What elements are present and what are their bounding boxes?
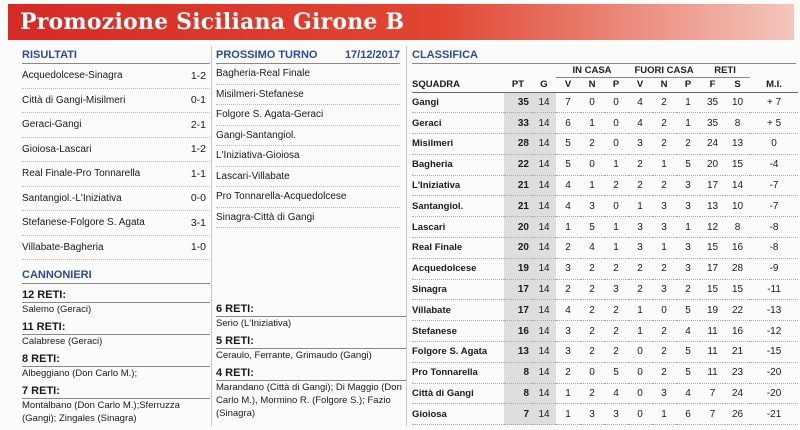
stat-cell: 8 <box>725 217 750 238</box>
stat-cell: 14 <box>532 279 556 300</box>
team-name: Misilmeri <box>412 134 504 155</box>
stat-cell: 11 <box>700 342 725 363</box>
stat-cell: 15 <box>725 279 750 300</box>
next-round-heading <box>216 46 400 64</box>
stat-cell: 5 <box>556 154 580 175</box>
result-row <box>22 64 210 89</box>
stat-cell: 8 <box>725 113 750 134</box>
stat-cell: 2 <box>556 238 580 259</box>
stat-cell: 14 <box>532 154 556 175</box>
scorer-names: Salemo (Geraci) <box>22 304 92 315</box>
stat-cell: 13 <box>725 134 750 155</box>
standings-row <box>412 404 798 425</box>
stat-cell: 1 <box>604 217 628 238</box>
team-points: 35 <box>504 92 532 113</box>
stat-cell: 11 <box>700 362 725 383</box>
team-points: 19 <box>504 258 532 279</box>
stat-cell: 28 <box>725 258 750 279</box>
stat-cell: 16 <box>725 238 750 259</box>
stat-cell: 1 <box>604 154 628 175</box>
stat-cell: 2 <box>652 258 676 279</box>
team-name: Folgore S. Agata <box>412 342 504 363</box>
stat-cell: 17 <box>700 175 725 196</box>
stat-cell: 2 <box>604 300 628 321</box>
stat-cell: 4 <box>580 238 604 259</box>
team-points: 8 <box>504 383 532 404</box>
standings-row <box>412 113 798 134</box>
stat-cell: -7 <box>750 196 798 217</box>
stat-cell: 12 <box>700 217 725 238</box>
stat-cell: 15 <box>700 279 725 300</box>
team-name: Gangi <box>412 92 504 113</box>
stat-cell: 2 <box>628 175 652 196</box>
result-row <box>22 138 210 163</box>
stat-cell: 5 <box>676 362 700 383</box>
stat-cell: 14 <box>532 300 556 321</box>
stat-cell: 2 <box>604 175 628 196</box>
result-teams: Real Finale-Pro Tonnarella <box>22 168 141 180</box>
column-divider <box>211 46 212 426</box>
goals-count: 6 RETI: <box>216 302 406 317</box>
stat-cell: 14 <box>532 196 556 217</box>
stat-cell: 23 <box>725 362 750 383</box>
home-group-header: IN CASA <box>556 64 628 77</box>
stat-cell: 1 <box>556 404 580 425</box>
stat-cell: 2 <box>676 279 700 300</box>
standings-row <box>412 279 798 300</box>
stat-cell: 0 <box>604 134 628 155</box>
stat-cell: -13 <box>750 300 798 321</box>
team-name: Santangiol. <box>412 196 504 217</box>
column-header-row <box>412 77 798 92</box>
stat-cell: 4 <box>556 196 580 217</box>
stat-cell: 5 <box>676 154 700 175</box>
stat-cell: 3 <box>628 217 652 238</box>
column-header: F <box>700 77 725 92</box>
stat-cell: 3 <box>556 258 580 279</box>
stat-cell: 1 <box>652 154 676 175</box>
stat-cell: 0 <box>604 92 628 113</box>
stat-cell: 14 <box>532 404 556 425</box>
result-score: 1-2 <box>190 69 206 82</box>
stat-cell: 1 <box>676 92 700 113</box>
standings-row <box>412 300 798 321</box>
team-points: 8 <box>504 362 532 383</box>
team-name: L'Iniziativa <box>412 175 504 196</box>
stat-cell: 4 <box>604 383 628 404</box>
stat-cell: 0 <box>628 342 652 363</box>
team-name: Sinagra <box>412 279 504 300</box>
stat-cell: 2 <box>580 383 604 404</box>
stat-cell: 2 <box>652 321 676 342</box>
stat-cell: 2 <box>604 342 628 363</box>
fixture-row: Lascari-Villabate <box>216 167 400 188</box>
stat-cell: 5 <box>676 300 700 321</box>
stat-cell: 15 <box>700 238 725 259</box>
goals-count: 4 RETI: <box>216 366 406 381</box>
team-points: 16 <box>504 321 532 342</box>
stat-cell: 14 <box>532 238 556 259</box>
stat-cell: 2 <box>580 321 604 342</box>
stat-cell: 3 <box>652 383 676 404</box>
goals-count: 8 RETI: <box>22 352 210 367</box>
stat-cell: 7 <box>700 383 725 404</box>
stat-cell: 7 <box>556 92 580 113</box>
stat-cell: 14 <box>532 321 556 342</box>
fixture-row: Gangi-Santangiol. <box>216 126 400 147</box>
stat-cell: 14 <box>532 175 556 196</box>
fixture-row: Pro Tonnarella-Acquedolcese <box>216 187 400 208</box>
result-teams: Gioiosa-Lascari <box>22 143 92 155</box>
stat-cell: 21 <box>725 342 750 363</box>
stat-cell: 5 <box>580 217 604 238</box>
stat-cell: 0 <box>604 196 628 217</box>
team-name: Gioiosa <box>412 404 504 425</box>
goals-count: 5 RETI: <box>216 334 406 349</box>
stat-cell: 0 <box>652 300 676 321</box>
stat-cell: -21 <box>750 404 798 425</box>
stat-cell: 14 <box>532 342 556 363</box>
standings-row <box>412 362 798 383</box>
stat-cell: 3 <box>652 196 676 217</box>
result-row <box>22 236 210 261</box>
next-round-title: PROSSIMO TURNO <box>216 49 318 61</box>
result-score: 3-1 <box>190 216 206 229</box>
stat-cell: 2 <box>580 300 604 321</box>
column-divider <box>406 46 407 426</box>
stat-cell: 1 <box>628 321 652 342</box>
fixture-row: Misilmeri-Stefanese <box>216 85 400 106</box>
team-name: Pro Tonnarella <box>412 362 504 383</box>
stat-cell: 3 <box>580 404 604 425</box>
column-header: G <box>532 77 556 92</box>
stat-cell: 2 <box>580 279 604 300</box>
column-header: P <box>676 77 700 92</box>
column-header: N <box>580 77 604 92</box>
stat-cell: 3 <box>628 238 652 259</box>
stat-cell: 0 <box>580 154 604 175</box>
header-banner <box>8 4 794 40</box>
stat-cell: 2 <box>652 342 676 363</box>
result-row <box>22 162 210 187</box>
stat-cell: 1 <box>628 196 652 217</box>
stat-cell: 35 <box>700 113 725 134</box>
team-points: 17 <box>504 300 532 321</box>
stat-cell: 3 <box>556 321 580 342</box>
stat-cell: 0 <box>604 113 628 134</box>
stat-cell: 3 <box>604 279 628 300</box>
stat-cell: 4 <box>628 113 652 134</box>
goals-group-header: RETI <box>700 64 750 77</box>
scorer-names: Albeggiano (Don Carlo M.); <box>22 368 138 379</box>
stat-cell: 2 <box>556 279 580 300</box>
stat-cell: 3 <box>604 404 628 425</box>
stat-cell: -20 <box>750 362 798 383</box>
stat-cell: 5 <box>676 342 700 363</box>
column-header: N <box>652 77 676 92</box>
standings-section <box>412 46 796 425</box>
page-title: Promozione Siciliana Girone B <box>20 9 405 35</box>
scorer-names: Ceraulo, Ferrante, Grimaudo (Gangi) <box>216 350 372 361</box>
result-row <box>22 187 210 212</box>
team-name: Real Finale <box>412 238 504 259</box>
stat-cell: 1 <box>628 300 652 321</box>
stat-cell: 10 <box>725 196 750 217</box>
stat-cell: 2 <box>604 321 628 342</box>
stat-cell: 3 <box>652 279 676 300</box>
stat-cell: 1 <box>580 175 604 196</box>
team-name: Villabate <box>412 300 504 321</box>
stat-cell: 3 <box>628 134 652 155</box>
team-name: Città di Gangi <box>412 383 504 404</box>
stat-cell: 1 <box>556 383 580 404</box>
stat-cell: 16 <box>725 321 750 342</box>
stat-cell: 1 <box>676 217 700 238</box>
stat-cell: 15 <box>725 154 750 175</box>
standings-row <box>412 92 798 113</box>
fixture-row: L'Iniziativa-Gioiosa <box>216 146 400 167</box>
column-header: PT <box>504 77 532 92</box>
stat-cell: 2 <box>652 113 676 134</box>
result-score: 0-1 <box>190 94 206 107</box>
scorer-names: Serio (L'Iniziativa) <box>216 318 292 329</box>
column-header: V <box>628 77 652 92</box>
fixture-row: Bagheria-Real Finale <box>216 64 400 85</box>
stat-cell: 26 <box>725 404 750 425</box>
stat-cell: 14 <box>532 362 556 383</box>
stat-cell: 0 <box>628 362 652 383</box>
stat-cell: 3 <box>580 196 604 217</box>
stat-cell: 35 <box>700 92 725 113</box>
team-points: 21 <box>504 196 532 217</box>
results-section <box>22 46 210 260</box>
stat-cell: 6 <box>676 404 700 425</box>
stat-cell: 1 <box>556 217 580 238</box>
column-header: S <box>725 77 750 92</box>
stat-cell: 14 <box>532 92 556 113</box>
stat-cell: 2 <box>652 92 676 113</box>
stat-cell: 24 <box>725 383 750 404</box>
stat-cell: -20 <box>750 383 798 404</box>
stat-cell: 14 <box>532 113 556 134</box>
result-row <box>22 89 210 114</box>
stat-cell: 10 <box>725 92 750 113</box>
stat-cell: 2 <box>628 154 652 175</box>
stat-cell: 1 <box>652 238 676 259</box>
scorer-names: Marandano (Città di Gangi); Di Maggio (Don Carlo M.), Mormino R. (Folgore S.); Fazio (Sinagra) <box>216 382 402 419</box>
standings-row <box>412 217 798 238</box>
stat-cell: 17 <box>700 258 725 279</box>
team-points: 28 <box>504 134 532 155</box>
result-teams: Acquedolcese-Sinagra <box>22 70 123 82</box>
team-name: Acquedolcese <box>412 258 504 279</box>
stat-cell: 14 <box>532 217 556 238</box>
stat-cell: -15 <box>750 342 798 363</box>
stat-cell: 2 <box>676 134 700 155</box>
standings-heading: CLASSIFICA <box>412 46 796 64</box>
stat-cell: 2 <box>628 279 652 300</box>
goals-count: 11 RETI: <box>22 320 210 335</box>
result-teams: Città di Gangi-Misilmeri <box>22 94 126 106</box>
scorers-continued <box>216 298 406 420</box>
standings-row <box>412 258 798 279</box>
result-teams: Stefanese-Folgore S. Agata <box>22 217 145 229</box>
stat-cell: 4 <box>556 300 580 321</box>
stat-cell: 0 <box>580 92 604 113</box>
team-name: Geraci <box>412 113 504 134</box>
stat-cell: 4 <box>676 383 700 404</box>
stat-cell: 3 <box>556 342 580 363</box>
standings-body <box>412 92 798 425</box>
stat-cell: + 5 <box>750 113 798 134</box>
team-points: 20 <box>504 238 532 259</box>
team-points: 7 <box>504 404 532 425</box>
fixture-row: Sinagra-Città di Gangi <box>216 208 400 229</box>
team-name: Stefanese <box>412 321 504 342</box>
team-points: 17 <box>504 279 532 300</box>
stat-cell: 14 <box>532 258 556 279</box>
column-header: V <box>556 77 580 92</box>
standings-row <box>412 175 798 196</box>
stat-cell: 2 <box>604 258 628 279</box>
standings-row <box>412 196 798 217</box>
stat-cell: 4 <box>676 321 700 342</box>
result-row <box>22 113 210 138</box>
result-row <box>22 211 210 236</box>
team-name: Lascari <box>412 217 504 238</box>
stat-cell: 11 <box>700 321 725 342</box>
result-score: 1-1 <box>190 167 206 180</box>
stat-cell: 1 <box>580 113 604 134</box>
result-teams: Geraci-Gangi <box>22 119 82 131</box>
stat-cell: + 7 <box>750 92 798 113</box>
stat-cell: -4 <box>750 154 798 175</box>
standings-row <box>412 383 798 404</box>
stat-cell: 2 <box>652 134 676 155</box>
results-heading: RISULTATI <box>22 46 210 64</box>
stat-cell: 0 <box>628 383 652 404</box>
column-header: SQUADRA <box>412 77 504 92</box>
result-score: 1-0 <box>190 241 206 254</box>
scorer-names: Calabrese (Geraci) <box>22 336 103 347</box>
scorers-section <box>22 266 210 425</box>
scorers-heading: CANNONIERI <box>22 266 210 284</box>
stat-cell: 24 <box>700 134 725 155</box>
stat-cell: 3 <box>652 217 676 238</box>
team-points: 13 <box>504 342 532 363</box>
team-points: 22 <box>504 154 532 175</box>
stat-cell: 20 <box>700 154 725 175</box>
team-points: 33 <box>504 113 532 134</box>
stat-cell: 5 <box>604 362 628 383</box>
stat-cell: 2 <box>652 175 676 196</box>
stat-cell: 2 <box>580 342 604 363</box>
stat-cell: -8 <box>750 238 798 259</box>
result-score: 0-0 <box>190 192 206 205</box>
standings-row <box>412 342 798 363</box>
stat-cell: 14 <box>725 175 750 196</box>
stat-cell: 3 <box>676 258 700 279</box>
stat-cell: 2 <box>652 362 676 383</box>
stat-cell: 3 <box>676 238 700 259</box>
stat-cell: 4 <box>628 92 652 113</box>
stat-cell: 13 <box>700 196 725 217</box>
stat-cell: 6 <box>556 113 580 134</box>
standings-row <box>412 134 798 155</box>
team-name: Bagheria <box>412 154 504 175</box>
next-round-section <box>216 46 400 228</box>
stat-cell: 7 <box>700 404 725 425</box>
result-teams: Villabate-Bagheria <box>22 241 104 253</box>
stat-cell: 0 <box>628 404 652 425</box>
stat-cell: 1 <box>604 238 628 259</box>
stat-cell: 1 <box>652 404 676 425</box>
team-points: 21 <box>504 175 532 196</box>
fixture-row: Folgore S. Agata-Geraci <box>216 105 400 126</box>
stat-cell: -8 <box>750 217 798 238</box>
team-points: 20 <box>504 217 532 238</box>
column-header: P <box>604 77 628 92</box>
stat-cell: -11 <box>750 279 798 300</box>
next-round-date: 17/12/2017 <box>344 49 400 61</box>
stat-cell: -7 <box>750 175 798 196</box>
standings-row <box>412 238 798 259</box>
stat-cell: -9 <box>750 258 798 279</box>
stat-cell: 4 <box>556 175 580 196</box>
results-list <box>22 64 210 260</box>
stat-cell: 5 <box>556 134 580 155</box>
stat-cell: 0 <box>580 362 604 383</box>
standings-row <box>412 321 798 342</box>
stat-cell: 2 <box>580 134 604 155</box>
column-header: M.I. <box>750 77 798 92</box>
stat-cell: 19 <box>700 300 725 321</box>
stat-cell: 0 <box>750 134 798 155</box>
stat-cell: 3 <box>676 196 700 217</box>
standings-row <box>412 154 798 175</box>
group-header-row <box>412 64 798 77</box>
standings-table <box>412 64 798 425</box>
away-group-header: FUORI CASA <box>628 64 700 77</box>
stat-cell: 1 <box>676 113 700 134</box>
stat-cell: 2 <box>628 258 652 279</box>
stat-cell: 14 <box>532 134 556 155</box>
stat-cell: 14 <box>532 383 556 404</box>
result-score: 2-1 <box>190 118 206 131</box>
scorer-names: Montalbano (Don Carlo M.);Sferruzza (Gangi); Zingales (Sinagra) <box>22 400 180 424</box>
stat-cell: 2 <box>580 258 604 279</box>
result-teams: Santangiol.-L'Iniziativa <box>22 192 122 204</box>
stat-cell: 2 <box>556 362 580 383</box>
result-score: 1-2 <box>190 143 206 156</box>
stat-cell: -12 <box>750 321 798 342</box>
goals-count: 7 RETI: <box>22 384 210 399</box>
goals-count: 12 RETI: <box>22 288 210 303</box>
stat-cell: 3 <box>676 175 700 196</box>
stat-cell: 22 <box>725 300 750 321</box>
